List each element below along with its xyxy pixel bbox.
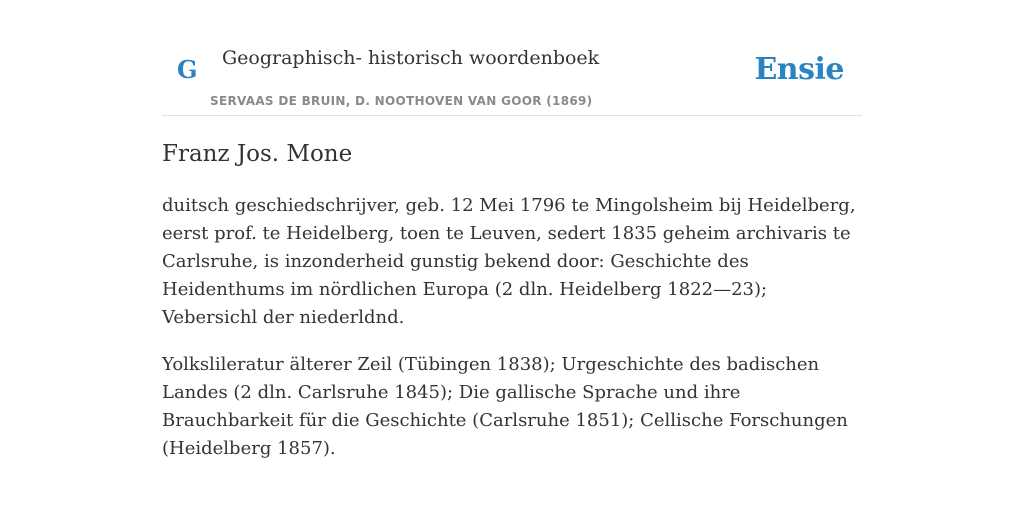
entry-title: Franz Jos. Mone	[162, 141, 353, 167]
entry-content	[162, 137, 862, 463]
book-author: SERVAAS DE BRUIN, D. NOOTHOVEN VAN GOOR (1869)	[210, 94, 593, 108]
entry-paragraph: Yolkslileratur älterer Zeil (Tübingen 1838); Urgeschichte des badischen Landes (2 dln. Carlsruhe 1845); Die gallische Sprache und ihre Brauchbarkeit für die Geschichte (Carlsruhe 1851); Cellische Forschungen (Heidelberg 1857).	[162, 354, 848, 459]
book-letter-logo[interactable]: G	[177, 55, 198, 84]
page-header	[162, 0, 862, 116]
ensie-logo-link[interactable]: Ensie	[754, 52, 844, 87]
book-title[interactable]: Geographisch- historisch woordenboek	[222, 47, 600, 69]
entry-paragraph: duitsch geschiedschrijver, geb. 12 Mei 1796 te Mingolsheim bij Heidelberg, eerst prof. te Heidelberg, toen te Leuven, sedert 1835 geheim archivaris te Carlsruhe, is inzonderheid gunstig bekend door: Geschichte des Heidenthums im nördlichen Europa (2 dln. Heidelberg 1822—23); Vebersichl der niederldnd.	[162, 195, 856, 328]
